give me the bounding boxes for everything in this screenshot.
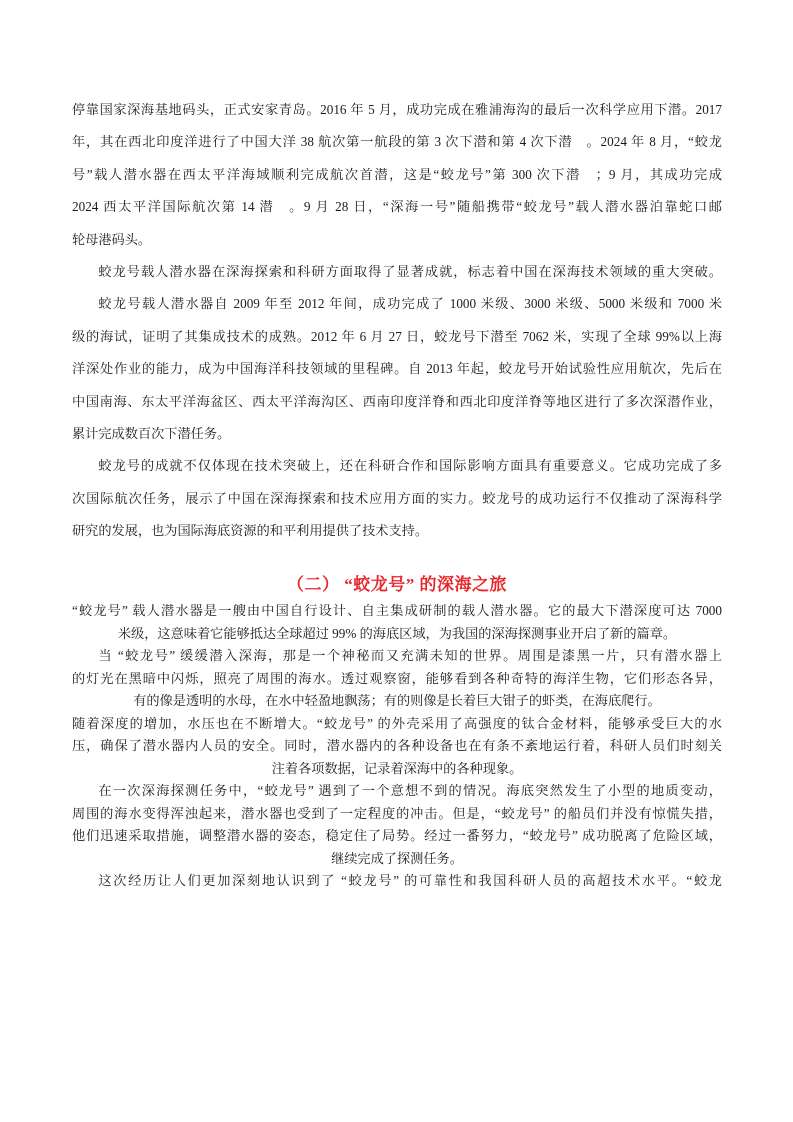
text-line: 注着各项数据，记录着深海中的各种现象。 [271,760,523,776]
text-line: 中国南海、东太平洋海盆区、西太平洋海沟区、西南印度洋脊和西北印度洋脊等地区进行了多次深潜作业， [72,393,722,409]
text-line: 研究的发展，也为国际海底资源的和平利用提供了技术支持。 [72,523,429,539]
text-line: 轮母港码头。 [72,231,152,247]
text-line: “蛟龙号” 载人潜水器是一艘由中国自行设计、自主集成研制的载人潜水器。它的最大下潜深度可达 7000 [72,603,722,619]
text-line: 蛟龙号载人潜水器在深海探索和科研方面取得了显著成就，标志着中国在深海技术领域的重大突破。 [98,263,722,279]
text-line: 他们迅速采取措施，调整潜水器的姿态，稳定住了局势。经过一番努力，“蛟龙号” 成功脱离了危险区域， [72,828,722,844]
text-line: 蛟龙号的成就不仅体现在技术突破上，还在科研合作和国际影响方面具有重要意义。它成功完成了多 [98,458,722,474]
text-line: 米级，这意味着它能够抵达全球超过 99% 的海底区域，为我国的深海探测事业开启了新的篇章。 [117,625,677,641]
text-line: 累计完成数百次下潜任务。 [72,425,231,441]
text-line: 的灯光在黑暗中闪烁，照亮了周围的海水。透过观察窗，能够看到各种奇特的海洋生物，它们形态各异， [72,670,722,686]
text-line: 次国际航次任务，展示了中国在深海探索和技术应用方面的实力。蛟龙号的成功运行不仅推动了深海科学 [72,490,722,506]
section-heading: （二） “蛟龙号” 的深海之旅 [287,575,507,595]
text-line: 蛟龙号载人潜水器自 2009 年至 2012 年间，成功完成了 1000 米级、3000 米级、5000 米级和 7000 米 [98,296,722,312]
text-line: 停靠国家深海基地码头，正式安家青岛。2016 年 5 月，成功完成在雅浦海沟的最后一次科学应用下潜。2017 [72,102,722,117]
text-line: 随着深度的增加，水压也在不断增大。“蛟龙号” 的外壳采用了高强度的钛合金材料，能够承受巨大的水 [72,715,722,731]
text-line: 级的海试，证明了其集成技术的成熟。2012 年 6 月 27 日，蛟龙号下潜至 7062 米，实现了全球 99%以上海 [72,328,722,344]
body-paragraphs-top [72,94,722,547]
text-line: 压，确保了潜水器内人员的安全。同时，潜水器内的各种设备也在有条不紊地运行着，科研人员们时刻关 [72,738,722,754]
text-line: 这次经历让人们更加深刻地认识到了 “蛟龙号” 的可靠性和我国科研人员的高超技术水平。“蛟龙 [98,873,722,889]
text-line: 继续完成了探测任务。 [331,850,463,866]
text-line: 有的像是透明的水母，在水中轻盈地飘荡；有的则像是长着巨大钳子的虾类，在海底爬行。 [133,693,661,709]
text-line: 洋深处作业的能力，成为中国海洋科技领域的里程碑。自 2013 年起，蛟龙号开始试验性应用航次，先后在 [72,361,722,377]
text-column [72,94,722,893]
text-line: 周围的海水变得浑浊起来，潜水器也受到了一定程度的冲击。但是，“蛟龙号” 的船员们并没有惊慌失措， [72,805,722,821]
text-line: 在一次深海探测任务中，“蛟龙号” 遇到了一个意想不到的情况。海底突然发生了小型的地质变动， [98,783,722,799]
text-line: 年，其在西北印度洋进行了中国大洋 38 航次第一航段的第 3 次下潜和第 4 次下潜 。2024 年 8 月，“蛟龙 [72,134,722,150]
text-line: 当 “蛟龙号” 缓缓潜入深海，那是一个神秘而又充满未知的世界。周围是漆黑一片，只有潜水器上 [98,648,722,664]
body-paragraphs-bottom [72,600,722,893]
text-line: 号”载人潜水器在西太平洋海域顺利完成航次首潜，这是“蛟龙号”第 300 次下潜 ；9 月，其成功完成 [72,166,722,182]
text-line: 2024 西太平洋国际航次第 14 潜 。9 月 28 日，“深海一号”随船携带“蛟龙号”载人潜水器泊靠蛇口邮 [72,199,722,215]
